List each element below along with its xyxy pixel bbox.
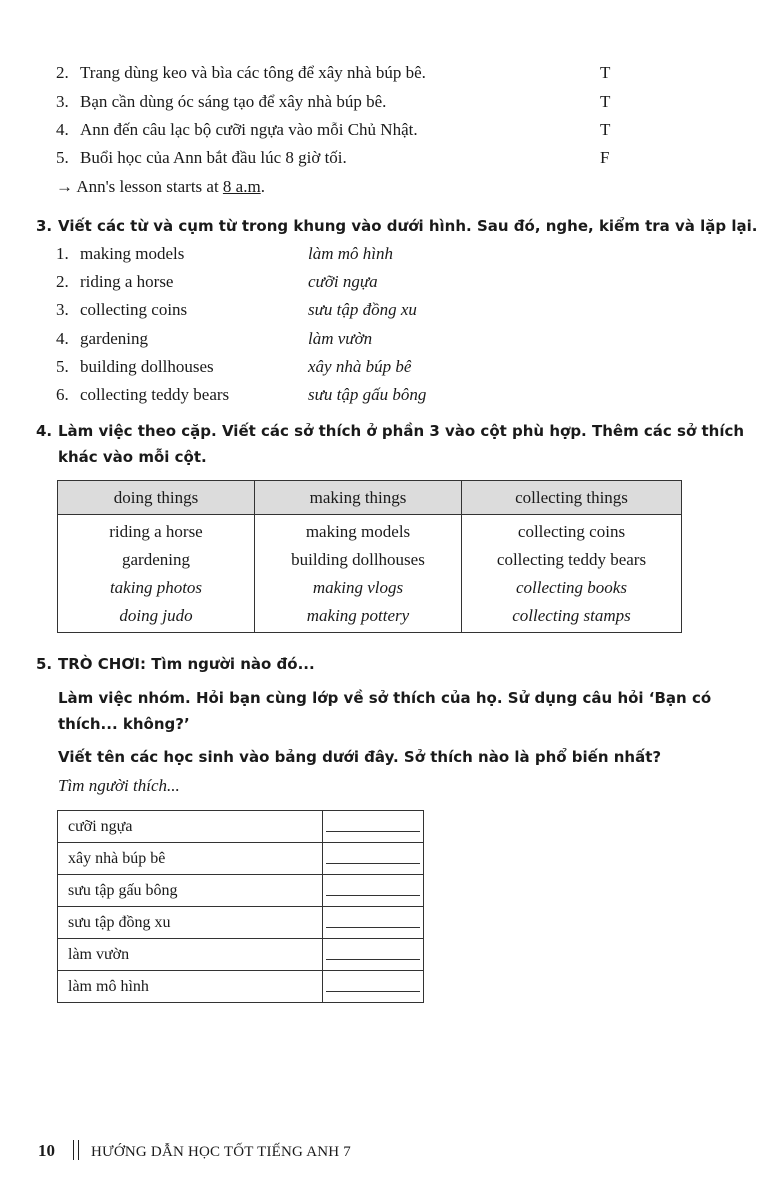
vocab-number: 3. [56,300,69,319]
exercise-number: 5. [36,655,53,673]
table-header-row [58,481,682,515]
vocab-vietnamese: làm vườn [308,329,373,348]
hobby-cell: làm mô hình [58,971,323,1003]
vocab-item [56,268,378,296]
table-row [58,875,424,907]
hobby-cell: làm vườn [58,939,323,971]
table-cell: collecting stamps [462,602,682,633]
table-cell: collecting coins [462,515,682,547]
name-blank[interactable] [323,907,424,939]
vocab-number: 6. [56,385,69,404]
book-title: HƯỚNG DẪN HỌC TỐT TIẾNG ANH 7 [91,1144,351,1160]
table-row [58,546,682,574]
tf-item-text: Buổi học của Ann bắt đầu lúc 8 giờ tối. [80,148,347,167]
page-footer [38,1140,351,1161]
tf-item-number: 5. [56,148,69,167]
vocab-number: 4. [56,329,69,348]
vocab-english: making models [80,244,185,263]
column-header: doing things [58,481,255,515]
exercise-5-instruction [58,744,661,770]
tf-item-answer: T [600,92,611,111]
vocab-item [56,296,417,324]
table-cell: collecting books [462,574,682,602]
tf-item [56,144,616,172]
tf-item [56,116,616,144]
tf-item-answer: T [600,63,611,82]
vocab-english: collecting coins [80,300,188,319]
name-blank[interactable] [323,843,424,875]
exercise-heading-text: Viết các từ và cụm từ trong khung vào dưới hình. Sau đó, nghe, kiểm tra và lặp lại. [58,217,758,235]
table-row [58,843,424,875]
instruction-text: Làm việc nhóm. Hỏi bạn cùng lớp về sở thích của họ. Sử dụng câu hỏi ‘Bạn có [58,689,712,707]
vocab-number: 1. [56,244,69,263]
exercise-heading-text: TRÒ CHƠI: Tìm người nào đó... [58,655,315,673]
vocab-number: 2. [56,272,69,291]
vocab-item [56,381,427,409]
tf-item [56,59,616,87]
hobbies-table [57,480,682,633]
hobby-cell: cưỡi ngựa [58,811,323,843]
vocab-vietnamese: làm mô hình [308,244,393,263]
table-row [58,811,424,843]
vocab-english: building dollhouses [80,357,214,376]
hobby-cell: xây nhà búp bê [58,843,323,875]
find-someone-table [57,810,424,1003]
exercise-number: 3. [36,217,53,235]
exercise-3-heading [36,213,757,239]
vocab-vietnamese: xây nhà búp bê [308,357,412,376]
tf-item-text: Bạn cần dùng óc sáng tạo để xây nhà búp bê. [80,92,387,111]
table-cell: gardening [58,546,255,574]
divider [73,1140,79,1160]
tf-item-text: Ann đến câu lạc bộ cưỡi ngựa vào mỗi Chủ Nhật. [80,120,418,139]
table-cell: building dollhouses [255,546,462,574]
arrow-right-icon: → [56,177,73,196]
column-header: making things [255,481,462,515]
hobby-cell: sưu tập đồng xu [58,907,323,939]
table-cell: making vlogs [255,574,462,602]
tf-item-number: 4. [56,120,69,139]
vocab-item [56,240,393,268]
name-blank[interactable] [323,875,424,907]
table-cell: making pottery [255,602,462,633]
hobby-cell: sưu tập gấu bông [58,875,323,907]
exercise-heading-text: khác vào mỗi cột. [58,448,207,466]
tf-item-answer: F [600,148,610,167]
name-blank[interactable] [323,939,424,971]
tf-item-number: 3. [56,92,69,111]
table-cell: making models [255,515,462,547]
exercise-4-heading [36,418,744,470]
vocab-vietnamese: cưỡi ngựa [308,272,378,291]
table-cell: taking photos [58,574,255,602]
tf-correction [56,173,616,201]
table-row [58,574,682,602]
name-blank[interactable] [323,811,424,843]
table-row [58,515,682,547]
exercise-5-heading [36,651,315,677]
instruction-text: Viết tên các học sinh vào bảng dưới đây. Sở thích nào là phổ biến nhất? [58,748,662,766]
table-row [58,907,424,939]
table-row [58,939,424,971]
correction-text: Ann's lesson starts at [76,177,223,196]
vocab-vietnamese: sưu tập gấu bông [308,385,427,404]
tf-item [56,88,616,116]
vocab-item [56,325,373,353]
tf-item-text: Trang dùng keo và bìa các tông để xây nhà búp bê. [80,63,426,82]
tf-item-answer: T [600,120,611,139]
exercise-5-instruction [58,685,711,737]
correction-value: 8 a.m [222,177,261,196]
vocab-number: 5. [56,357,69,376]
vocab-english: collecting teddy bears [80,385,230,404]
correction-suffix: . [260,177,265,196]
name-blank[interactable] [323,971,424,1003]
table-cell: riding a horse [58,515,255,547]
vocab-item [56,353,412,381]
exercise-heading-text: Làm việc theo cặp. Viết các sở thích ở phần 3 vào cột phù hợp. Thêm các sở thích [58,422,745,440]
instruction-text: thích... không?’ [58,715,190,733]
vocab-english: gardening [80,329,148,348]
table-row [58,971,424,1003]
tf-item-number: 2. [56,63,69,82]
column-header: collecting things [462,481,682,515]
table-cell: collecting teddy bears [462,546,682,574]
lead-text: Tìm người thích... [58,776,180,795]
vocab-vietnamese: sưu tập đồng xu [308,300,417,319]
table-row [58,602,682,633]
vocab-english: riding a horse [80,272,174,291]
page-number: 10 [38,1141,55,1160]
exercise-number: 4. [36,422,53,440]
table-cell: doing judo [58,602,255,633]
